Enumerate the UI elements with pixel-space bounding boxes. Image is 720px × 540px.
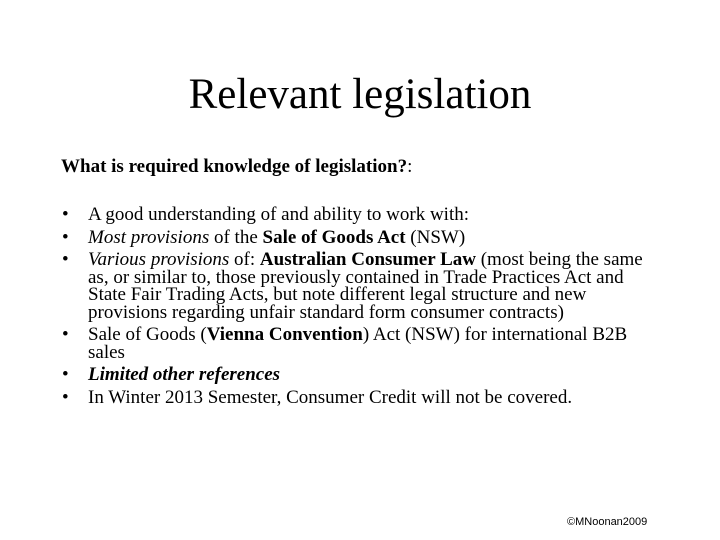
bullet-text-italic: Most provisions (88, 226, 210, 248)
bullet-text: ) Act (NSW) for international B2B sales (88, 324, 628, 363)
bullet-dot: • (62, 386, 69, 408)
bullet-text: A good understanding of and ability to work with: (88, 204, 470, 225)
bullet-text-bold-italic: Limited other references (88, 364, 281, 385)
bullet-text: Sale of Goods ( (88, 324, 207, 345)
bullet-item (62, 366, 662, 384)
bullet-text: (NSW) (405, 226, 466, 248)
copyright-footer: ©MNoonan2009 (567, 516, 648, 528)
slide-title: Relevant legislation (188, 71, 532, 118)
bullet-text: In Winter 2013 Semester, Consumer Credit will not be covered. (88, 386, 573, 408)
bullet-text-italic: Various provisions (88, 249, 230, 270)
bullet-item (62, 206, 662, 224)
bullet-dot: • (62, 364, 69, 385)
bullet-list (62, 206, 662, 411)
bullet-dot: • (62, 324, 69, 345)
bullet-item (62, 251, 662, 321)
bullet-dot: • (62, 204, 69, 225)
bullet-item (62, 386, 662, 408)
bullet-item (62, 326, 662, 361)
bullet-dot: • (62, 226, 69, 248)
bullet-text-bold: Vienna Convention (206, 324, 363, 345)
bullet-text-bold: Sale of Goods Act (262, 226, 406, 248)
bullet-text: (most being the same as, or similar to, those previously contained in Trade Practices Act and State Fair Trading Acts, but note different legal structure and new provisions regarding unfair standard form consumer contracts) (88, 249, 643, 323)
bullet-text-bold: Australian Consumer Law (259, 249, 476, 270)
subtitle-text: What is required knowledge of legislation? (61, 156, 408, 177)
bullet-dot: • (62, 249, 69, 270)
bullet-text: of the (209, 226, 263, 248)
bullet-text: of: (229, 249, 260, 270)
subtitle-suffix: : (407, 156, 413, 177)
slide-subtitle (61, 155, 412, 179)
bullet-item (62, 226, 662, 248)
